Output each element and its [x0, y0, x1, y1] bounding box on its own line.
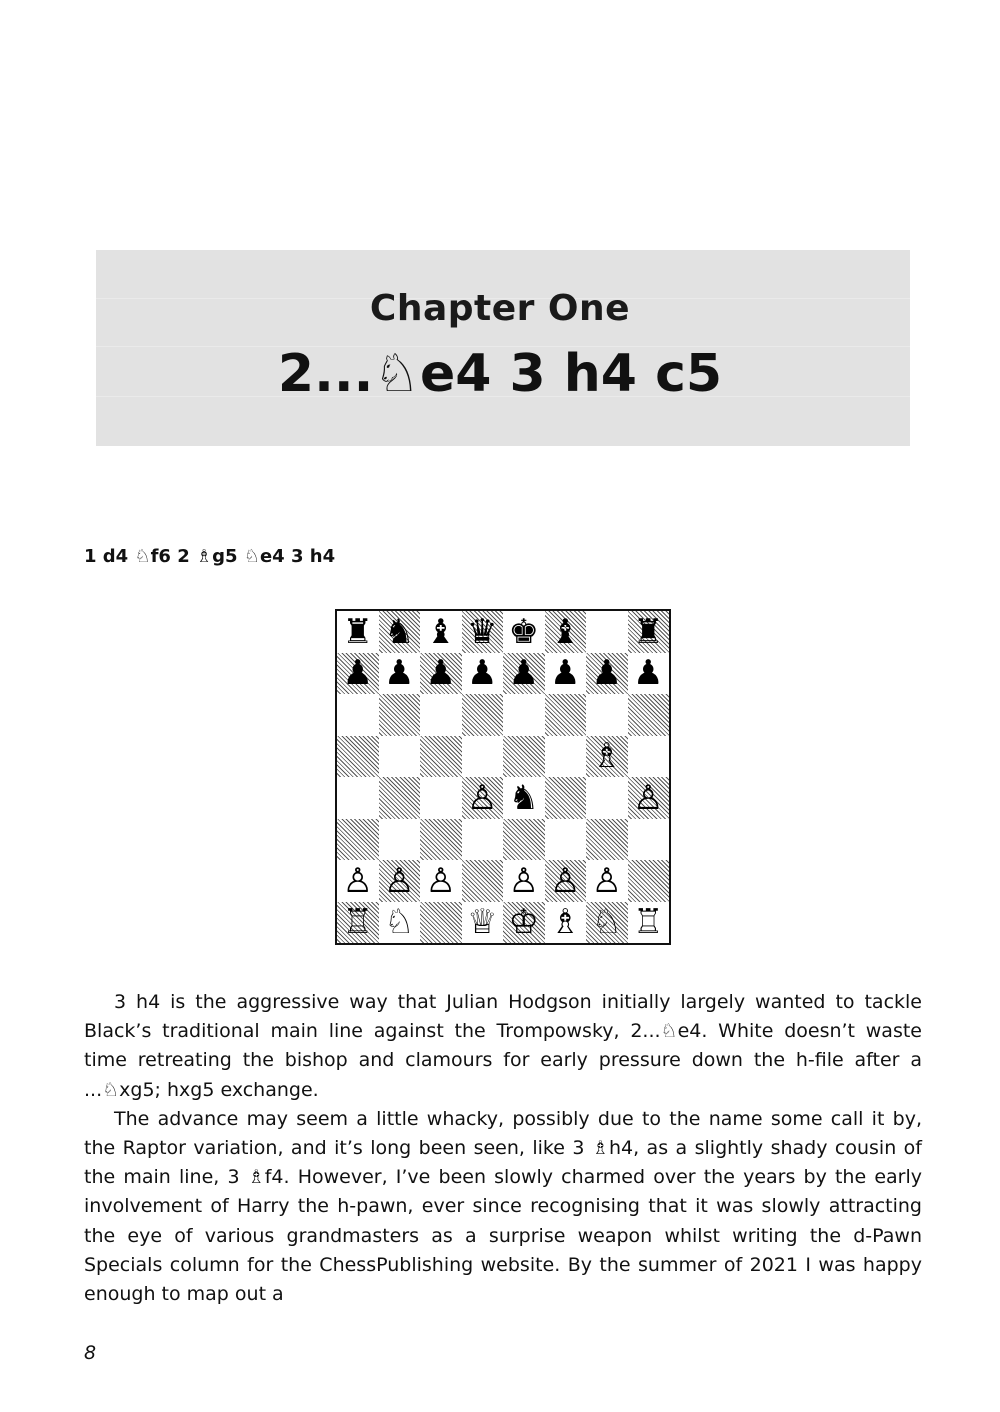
square-g7 [586, 653, 628, 695]
piece-f8: ♝ [550, 611, 581, 652]
piece-f1: ♗ [550, 902, 581, 943]
piece-c8: ♝ [425, 611, 456, 652]
piece-b7: ♟ [384, 653, 415, 694]
square-a4 [337, 777, 379, 819]
square-h1 [628, 902, 670, 944]
square-f1 [545, 902, 587, 944]
square-b8 [379, 611, 421, 653]
square-d3 [462, 819, 504, 861]
square-b4 [379, 777, 421, 819]
square-f6 [545, 694, 587, 736]
square-e6 [503, 694, 545, 736]
piece-c2: ♙ [425, 860, 456, 901]
piece-d8: ♛ [467, 611, 498, 652]
square-f3 [545, 819, 587, 861]
square-g2 [586, 860, 628, 902]
piece-g7: ♟ [591, 653, 622, 694]
square-g6 [586, 694, 628, 736]
piece-h4: ♙ [633, 777, 664, 818]
square-c3 [420, 819, 462, 861]
piece-c7: ♟ [425, 653, 456, 694]
square-e7 [503, 653, 545, 695]
square-b2 [379, 860, 421, 902]
piece-a7: ♟ [342, 653, 373, 694]
page-number: 8 [84, 1342, 97, 1364]
square-d8 [462, 611, 504, 653]
piece-h7: ♟ [633, 653, 664, 694]
chess-diagram [335, 609, 671, 945]
piece-e8: ♚ [508, 611, 539, 652]
piece-g2: ♙ [591, 860, 622, 901]
square-c1 [420, 902, 462, 944]
square-d7 [462, 653, 504, 695]
chapter-title: 2...♘e4 3 h4 c5 [277, 344, 723, 404]
square-f2 [545, 860, 587, 902]
piece-b8: ♞ [384, 611, 415, 652]
square-e8 [503, 611, 545, 653]
square-h6 [628, 694, 670, 736]
square-c5 [420, 736, 462, 778]
chapter-label: Chapter One [369, 288, 631, 329]
square-b6 [379, 694, 421, 736]
square-d2 [462, 860, 504, 902]
piece-e4: ♞ [508, 777, 539, 818]
piece-b2: ♙ [384, 860, 415, 901]
piece-e2: ♙ [508, 860, 539, 901]
piece-d1: ♕ [467, 902, 498, 943]
square-a6 [337, 694, 379, 736]
square-b3 [379, 819, 421, 861]
square-g5 [586, 736, 628, 778]
piece-a1: ♖ [342, 902, 373, 943]
piece-a8: ♜ [342, 611, 373, 652]
square-h7 [628, 653, 670, 695]
square-e3 [503, 819, 545, 861]
piece-b1: ♘ [384, 902, 415, 943]
square-h4 [628, 777, 670, 819]
square-a5 [337, 736, 379, 778]
square-h5 [628, 736, 670, 778]
square-d4 [462, 777, 504, 819]
moves-line: 1 d4 ♘f6 2 ♗g5 ♘e4 3 h4 [84, 546, 336, 567]
square-e4 [503, 777, 545, 819]
square-h8 [628, 611, 670, 653]
square-a7 [337, 653, 379, 695]
piece-a2: ♙ [342, 860, 373, 901]
piece-h1: ♖ [633, 902, 664, 943]
piece-d7: ♟ [467, 653, 498, 694]
square-h2 [628, 860, 670, 902]
piece-e7: ♟ [508, 653, 539, 694]
square-g3 [586, 819, 628, 861]
square-e1 [503, 902, 545, 944]
square-d6 [462, 694, 504, 736]
square-c2 [420, 860, 462, 902]
square-g1 [586, 902, 628, 944]
paragraph: The advance may seem a little whacky, possibly due to the name some call it by, the Raptor variation, and it’s long been seen, like 3 ♗h4, as a slightly shady cousin of the main line, 3 ♗f4. However, I’ve been slowly charmed over the years by the early involvement of Harry the h-pawn, ever since recognising that it was slowly attracting the eye of various grandmasters as a surprise weapon whilst writing the d-Pawn Specials column for the ChessPublishing website. By the summer of 2021 I was happy enough to map out a [84, 1107, 922, 1306]
square-b5 [379, 736, 421, 778]
square-b1 [379, 902, 421, 944]
square-f5 [545, 736, 587, 778]
square-a1 [337, 902, 379, 944]
piece-g5: ♗ [591, 736, 622, 777]
square-g8 [586, 611, 628, 653]
square-f4 [545, 777, 587, 819]
square-c8 [420, 611, 462, 653]
piece-g1: ♘ [591, 902, 622, 943]
square-e5 [503, 736, 545, 778]
body-text [84, 988, 922, 1309]
square-f8 [545, 611, 587, 653]
square-b7 [379, 653, 421, 695]
square-d1 [462, 902, 504, 944]
piece-e1: ♔ [508, 902, 539, 943]
square-e2 [503, 860, 545, 902]
piece-d4: ♙ [467, 777, 498, 818]
piece-h8: ♜ [633, 611, 664, 652]
square-a3 [337, 819, 379, 861]
square-c4 [420, 777, 462, 819]
square-c6 [420, 694, 462, 736]
square-g4 [586, 777, 628, 819]
square-h3 [628, 819, 670, 861]
square-a8 [337, 611, 379, 653]
piece-f7: ♟ [550, 653, 581, 694]
piece-f2: ♙ [550, 860, 581, 901]
paragraph: 3 h4 is the aggressive way that Julian Hodgson initially largely wanted to tackle Black’s traditional main line against the Trompowsky, 2...♘e4. White doesn’t waste time retreating the bishop and clamours for early pressure down the h-file after a ...♘xg5; hxg5 exchange. [84, 991, 922, 1101]
square-a2 [337, 860, 379, 902]
square-d5 [462, 736, 504, 778]
square-f7 [545, 653, 587, 695]
square-c7 [420, 653, 462, 695]
